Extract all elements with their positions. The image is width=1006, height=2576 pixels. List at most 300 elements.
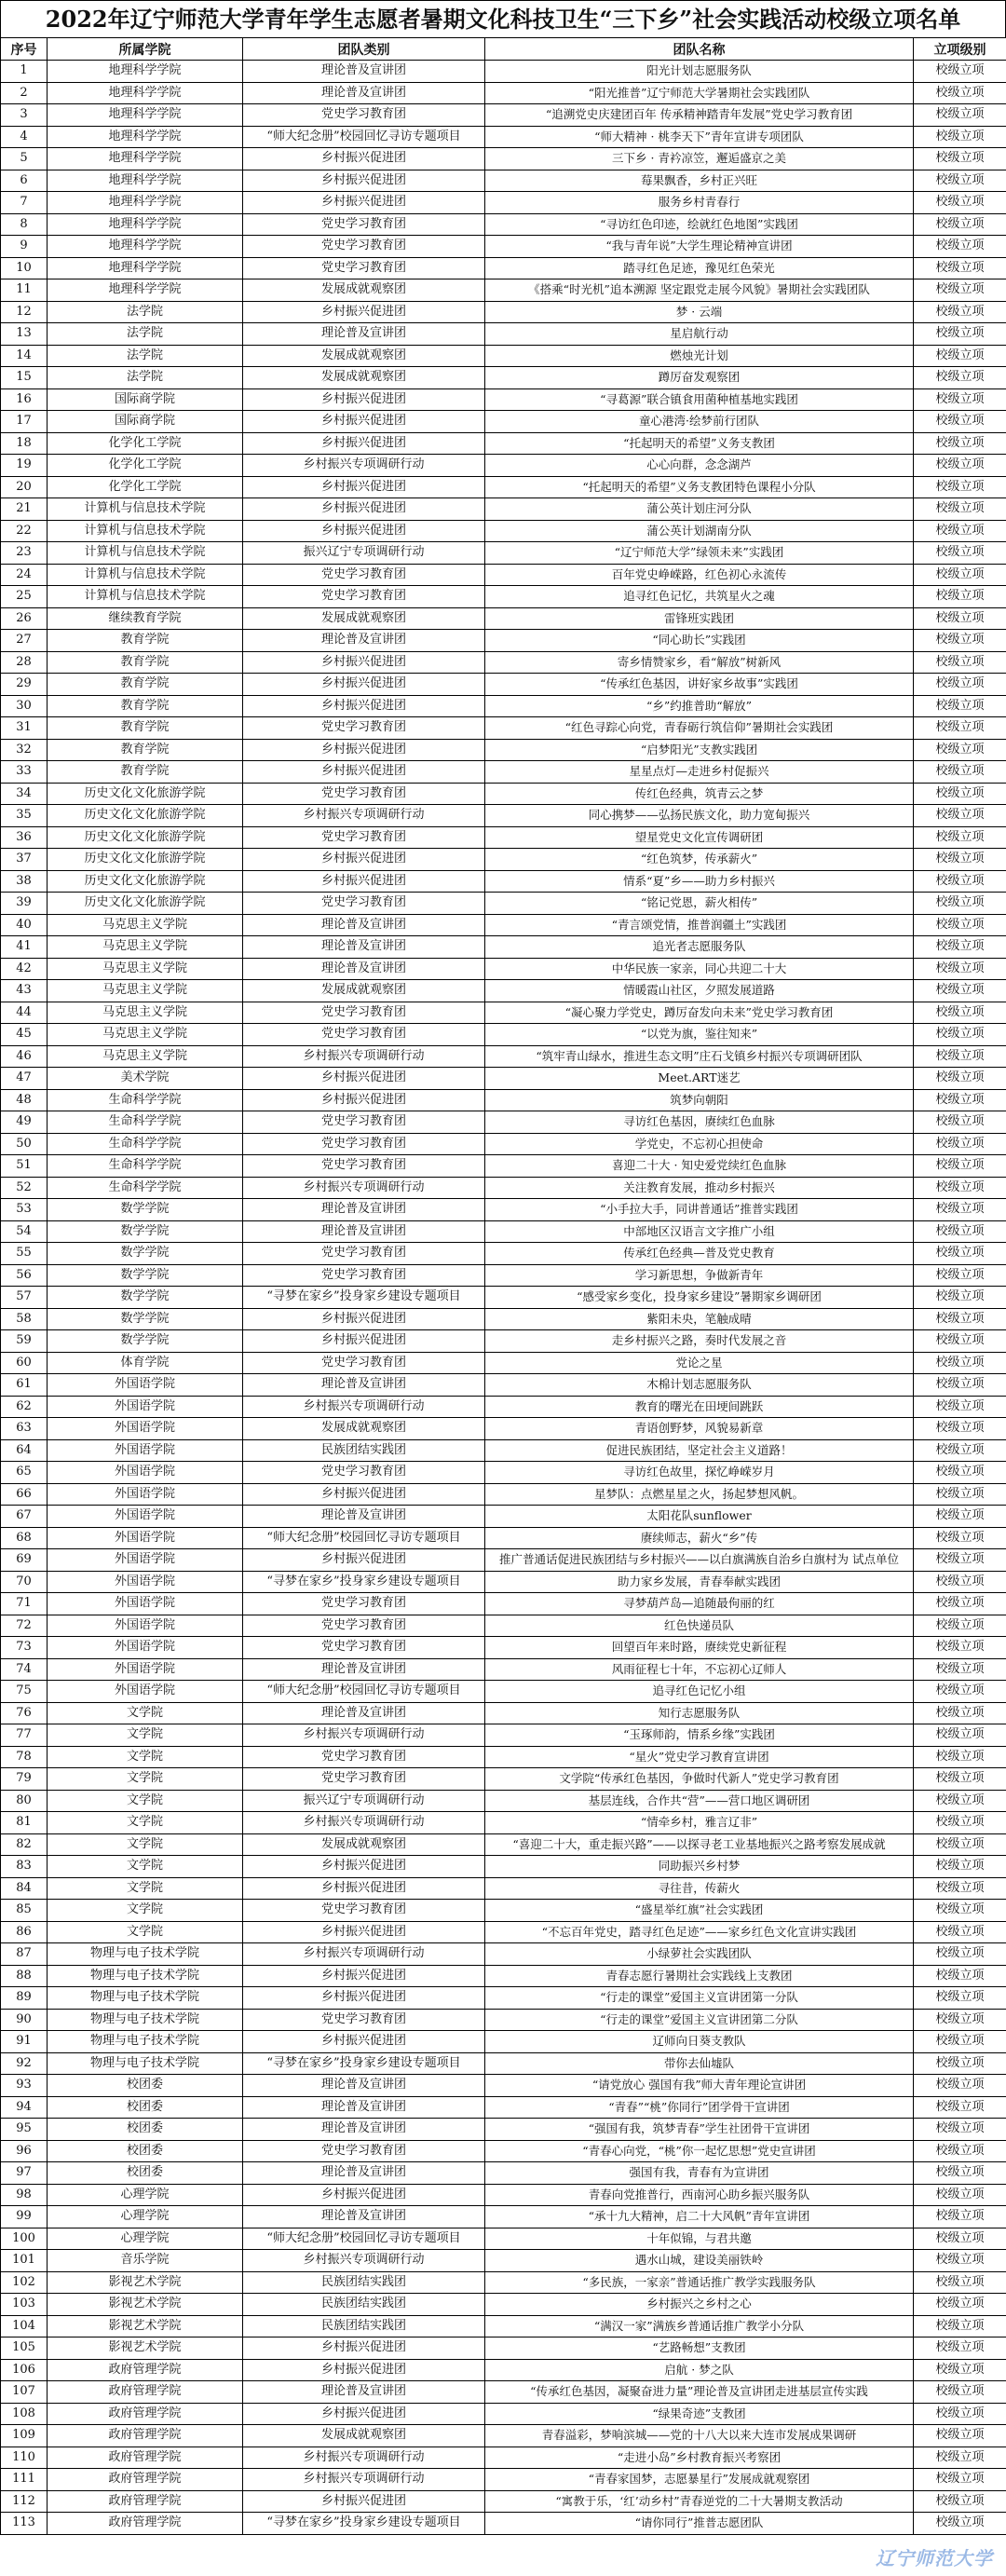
cell-index: 12 [1, 301, 48, 323]
cell-index: 71 [1, 1593, 48, 1615]
cell-level: 校级立项 [914, 192, 1006, 214]
cell-team-name: 燃烛光计划 [485, 345, 914, 367]
cell-team-name: “青春心向党，“桃”你一起忆思想”党史宣讲团 [485, 2140, 914, 2162]
cell-index: 63 [1, 1418, 48, 1440]
cell-team-name: 星星点灯—走进乡村促振兴 [485, 761, 914, 784]
table-row [1, 1155, 1006, 1178]
cell-college: 继续教育学院 [48, 607, 243, 630]
cell-team-name: “行走的课堂”爱国主义宣讲团第二分队 [485, 2009, 914, 2031]
cell-level: 校级立项 [914, 2162, 1006, 2185]
cell-index: 84 [1, 1877, 48, 1900]
cell-index: 92 [1, 2052, 48, 2075]
cell-team-type: 乡村振兴促进团 [243, 849, 485, 871]
table-row [1, 2469, 1006, 2491]
cell-level: 校级立项 [914, 2119, 1006, 2141]
cell-level: 校级立项 [914, 1133, 1006, 1155]
table-row [1, 1681, 1006, 1703]
cell-college: 文学院 [48, 1921, 243, 1943]
cell-team-type: 乡村振兴促进团 [243, 388, 485, 411]
cell-college: 文学院 [48, 1702, 243, 1724]
cell-index: 56 [1, 1264, 48, 1287]
cell-college: 数学学院 [48, 1220, 243, 1243]
cell-index: 18 [1, 432, 48, 455]
cell-index: 58 [1, 1308, 48, 1330]
cell-index: 37 [1, 849, 48, 871]
cell-level: 校级立项 [914, 849, 1006, 871]
cell-college: 教育学院 [48, 674, 243, 696]
cell-level: 校级立项 [914, 870, 1006, 893]
cell-team-name: 百年党史峥嵘路，红色初心永流传 [485, 564, 914, 586]
cell-college: 历史文化文化旅游学院 [48, 893, 243, 915]
cell-college: 美术学院 [48, 1068, 243, 1090]
table-row [1, 1308, 1006, 1330]
cell-team-name: 青春溢彩，梦响滨城——党的十八大以来大连市发展成果调研 [485, 2425, 914, 2447]
cell-team-type: 发展成就观察团 [243, 367, 485, 389]
cell-team-name: 蹲厉奋发观察团 [485, 367, 914, 389]
cell-team-name: 关注教育发展，推动乡村振兴 [485, 1177, 914, 1199]
cell-team-type: “寻梦在家乡”投身家乡建设专题项目 [243, 2052, 485, 2075]
cell-college: 影视艺术学院 [48, 2294, 243, 2316]
table-row [1, 2184, 1006, 2206]
table-row [1, 849, 1006, 871]
cell-level: 校级立项 [914, 2403, 1006, 2425]
cell-level: 校级立项 [914, 2513, 1006, 2535]
cell-team-type: 乡村振兴促进团 [243, 498, 485, 521]
cell-team-type: 理论普及宣讲团 [243, 2381, 485, 2404]
cell-college: 马克思主义学院 [48, 1045, 243, 1068]
table-row [1, 958, 1006, 980]
cell-team-name: 三下乡 · 青衿凉笠，邂逅盛京之美 [485, 148, 914, 170]
table-row [1, 2381, 1006, 2404]
cell-college: 物理与电子技术学院 [48, 1987, 243, 2010]
cell-index: 60 [1, 1352, 48, 1374]
cell-level: 校级立项 [914, 388, 1006, 411]
cell-index: 46 [1, 1045, 48, 1068]
cell-college: 生命科学学院 [48, 1155, 243, 1178]
cell-college: 法学院 [48, 323, 243, 346]
cell-college: 影视艺术学院 [48, 2337, 243, 2360]
cell-team-name: “传承红色基因，凝聚奋进力量”理论普及宣讲团走进基层宣传实践 [485, 2381, 914, 2404]
cell-index: 113 [1, 2513, 48, 2535]
cell-college: 物理与电子技术学院 [48, 2031, 243, 2053]
cell-team-name: “筑牢青山绿水，推进生态文明”庄石戈镇乡村振兴专项调研团队 [485, 1045, 914, 1068]
cell-level: 校级立项 [914, 1462, 1006, 1484]
cell-level: 校级立项 [914, 2490, 1006, 2513]
cell-team-name: Meet.ART迷艺 [485, 1068, 914, 1090]
cell-index: 7 [1, 192, 48, 214]
table-row [1, 2162, 1006, 2185]
table-row [1, 1418, 1006, 1440]
cell-college: 外国语学院 [48, 1418, 243, 1440]
cell-level: 校级立项 [914, 82, 1006, 104]
table-row [1, 2228, 1006, 2250]
cell-level: 校级立项 [914, 1746, 1006, 1768]
cell-college: 生命科学学院 [48, 1133, 243, 1155]
cell-college: 政府管理学院 [48, 2490, 243, 2513]
cell-index: 102 [1, 2271, 48, 2294]
cell-college: 数学学院 [48, 1308, 243, 1330]
cell-team-name: “红色寻踪心向党，青春砺行筑信仰”暑期社会实践团 [485, 717, 914, 740]
cell-index: 26 [1, 607, 48, 630]
table-row [1, 1746, 1006, 1768]
cell-level: 校级立项 [914, 2447, 1006, 2469]
table-row [1, 1615, 1006, 1637]
cell-index: 52 [1, 1177, 48, 1199]
cell-team-name: “我与青年说”大学生理论精神宣讲团 [485, 236, 914, 258]
cell-college: 音乐学院 [48, 2250, 243, 2272]
cell-team-name: 中部地区汉语言文字推广小组 [485, 1220, 914, 1243]
cell-level: 校级立项 [914, 1111, 1006, 1134]
cell-team-type: 振兴辽宁专项调研行动 [243, 542, 485, 565]
table-row [1, 1833, 1006, 1856]
cell-team-type: 乡村振兴促进团 [243, 870, 485, 893]
cell-level: 校级立项 [914, 432, 1006, 455]
cell-index: 35 [1, 805, 48, 827]
cell-team-name: “强国有我，筑梦青春”学生社团骨干宣讲团 [485, 2119, 914, 2141]
cell-college: 地理科学学院 [48, 82, 243, 104]
cell-index: 13 [1, 323, 48, 346]
cell-college: 文学院 [48, 1812, 243, 1834]
cell-team-type: 党史学习教育团 [243, 1593, 485, 1615]
cell-index: 106 [1, 2359, 48, 2381]
cell-college: 校团委 [48, 2140, 243, 2162]
cell-team-type: 乡村振兴专项调研行动 [243, 1724, 485, 1747]
cell-team-type: 乡村振兴专项调研行动 [243, 2447, 485, 2469]
table-row [1, 82, 1006, 104]
cell-index: 110 [1, 2447, 48, 2469]
cell-team-name: “行走的课堂”爱国主义宣讲团第一分队 [485, 1987, 914, 2010]
table-row [1, 1856, 1006, 1878]
table-row [1, 411, 1006, 433]
cell-team-type: 乡村振兴专项调研行动 [243, 2469, 485, 2491]
cell-level: 校级立项 [914, 1068, 1006, 1090]
cell-level: 校级立项 [914, 2228, 1006, 2250]
cell-index: 47 [1, 1068, 48, 1090]
cell-college: 马克思主义学院 [48, 936, 243, 959]
cell-team-type: 理论普及宣讲团 [243, 2162, 485, 2185]
cell-index: 55 [1, 1243, 48, 1265]
cell-team-type: 理论普及宣讲团 [243, 1199, 485, 1221]
cell-team-type: 乡村振兴专项调研行动 [243, 1812, 485, 1834]
table-row [1, 148, 1006, 170]
table-row [1, 476, 1006, 498]
cell-college: 外国语学院 [48, 1439, 243, 1462]
cell-team-name: 紫阳未央，笔触成晴 [485, 1308, 914, 1330]
table-row [1, 630, 1006, 652]
cell-level: 校级立项 [914, 1724, 1006, 1747]
cell-team-name: “满汉一家”满族乡普通话推广教学小分队 [485, 2315, 914, 2337]
table-row [1, 761, 1006, 784]
cell-level: 校级立项 [914, 586, 1006, 608]
cell-team-name: 知行志愿服务队 [485, 1702, 914, 1724]
cell-level: 校级立项 [914, 1264, 1006, 1287]
table-row [1, 1812, 1006, 1834]
cell-team-type: 乡村振兴促进团 [243, 2184, 485, 2206]
cell-team-name: 启航 · 梦之队 [485, 2359, 914, 2381]
cell-team-name: 星梦队：点燃星星之火，扬起梦想风帆。 [485, 1483, 914, 1506]
cell-level: 校级立项 [914, 345, 1006, 367]
table-row [1, 1287, 1006, 1309]
cell-college: 政府管理学院 [48, 2447, 243, 2469]
cell-team-type: 乡村振兴促进团 [243, 2490, 485, 2513]
table-row [1, 1396, 1006, 1418]
cell-level: 校级立项 [914, 236, 1006, 258]
cell-college: 外国语学院 [48, 1374, 243, 1397]
table-row [1, 126, 1006, 148]
cell-team-type: 党史学习教育团 [243, 1900, 485, 1922]
cell-index: 24 [1, 564, 48, 586]
cell-team-name: “铭记党恩，薪火相传” [485, 893, 914, 915]
cell-college: 计算机与信息技术学院 [48, 498, 243, 521]
cell-index: 61 [1, 1374, 48, 1397]
cell-team-type: 乡村振兴促进团 [243, 739, 485, 761]
table-row [1, 1571, 1006, 1593]
cell-level: 校级立项 [914, 980, 1006, 1002]
cell-level: 校级立项 [914, 2250, 1006, 2272]
cell-team-name: 雷锋班实践团 [485, 607, 914, 630]
table-row [1, 1374, 1006, 1397]
cell-index: 66 [1, 1483, 48, 1506]
table-row [1, 1439, 1006, 1462]
cell-team-name: 追寻红色记忆小组 [485, 1681, 914, 1703]
cell-index: 64 [1, 1439, 48, 1462]
cell-team-type: 理论普及宣讲团 [243, 1506, 485, 1528]
cell-team-type: 振兴辽宁专项调研行动 [243, 1790, 485, 1812]
table-row [1, 1921, 1006, 1943]
cell-level: 校级立项 [914, 2381, 1006, 2404]
cell-index: 80 [1, 1790, 48, 1812]
cell-level: 校级立项 [914, 1637, 1006, 1659]
cell-level: 校级立项 [914, 1374, 1006, 1397]
cell-level: 校级立项 [914, 148, 1006, 170]
cell-team-name: 青春志愿行暑期社会实践线上支教团 [485, 1965, 914, 1987]
cell-team-name: 文学院“传承红色基因，争做时代新人”党史学习教育团 [485, 1768, 914, 1791]
table-row [1, 323, 1006, 346]
cell-college: 外国语学院 [48, 1637, 243, 1659]
cell-team-type: 理论普及宣讲团 [243, 2206, 485, 2228]
table-row [1, 367, 1006, 389]
cell-college: 地理科学学院 [48, 279, 243, 302]
table-row [1, 1243, 1006, 1265]
cell-college: 历史文化文化旅游学院 [48, 849, 243, 871]
table-row [1, 2359, 1006, 2381]
cell-college: 化学化工学院 [48, 455, 243, 477]
cell-team-name: “走进小岛”乡村教育振兴考察团 [485, 2447, 914, 2469]
cell-index: 23 [1, 542, 48, 565]
cell-team-type: 党史学习教育团 [243, 826, 485, 849]
cell-team-type: 理论普及宣讲团 [243, 323, 485, 346]
cell-index: 10 [1, 257, 48, 279]
cell-team-type: 党史学习教育团 [243, 1264, 485, 1287]
table-row [1, 607, 1006, 630]
cell-level: 校级立项 [914, 739, 1006, 761]
cell-level: 校级立项 [914, 1856, 1006, 1878]
cell-team-name: “承十九大精神，启二十大风帆”青年宣讲团 [485, 2206, 914, 2228]
table-row [1, 2031, 1006, 2053]
cell-college: 生命科学学院 [48, 1111, 243, 1134]
cell-team-name: 带你去仙墟队 [485, 2052, 914, 2075]
cell-level: 校级立项 [914, 279, 1006, 302]
header-college: 所属学院 [48, 38, 243, 61]
table-row [1, 104, 1006, 127]
cell-team-type: 党史学习教育团 [243, 213, 485, 236]
cell-team-type: 民族团结实践团 [243, 1439, 485, 1462]
cell-team-name: 乡村振兴之乡村之心 [485, 2294, 914, 2316]
cell-index: 75 [1, 1681, 48, 1703]
cell-college: 外国语学院 [48, 1615, 243, 1637]
cell-team-name: “青言颂党情，推普润疆土”实践团 [485, 914, 914, 936]
cell-team-type: 乡村振兴专项调研行动 [243, 1396, 485, 1418]
table-row [1, 1527, 1006, 1549]
cell-college: 教育学院 [48, 717, 243, 740]
cell-team-type: 理论普及宣讲团 [243, 914, 485, 936]
table-row [1, 279, 1006, 302]
cell-college: 历史文化文化旅游学院 [48, 826, 243, 849]
cell-index: 82 [1, 1833, 48, 1856]
cell-team-name: 梦 · 云端 [485, 301, 914, 323]
cell-team-name: 青语创野梦，风貌易新章 [485, 1418, 914, 1440]
cell-college: 地理科学学院 [48, 148, 243, 170]
table-row [1, 61, 1006, 83]
cell-level: 校级立项 [914, 761, 1006, 784]
cell-team-type: 乡村振兴促进团 [243, 432, 485, 455]
cell-team-name: 情系“夏”乡——助力乡村振兴 [485, 870, 914, 893]
cell-college: 物理与电子技术学院 [48, 2052, 243, 2075]
cell-team-name: “请你同行”推普志愿团队 [485, 2513, 914, 2535]
cell-team-name: 赓续师志，薪火“乡”传 [485, 1527, 914, 1549]
table-row [1, 2447, 1006, 2469]
cell-level: 校级立项 [914, 783, 1006, 805]
header-level: 立项级别 [914, 38, 1006, 61]
table-row [1, 2425, 1006, 2447]
table-row [1, 1877, 1006, 1900]
cell-team-name: “追溯党史庆建团百年 传承精神踏青年发展”党史学习教育团 [485, 104, 914, 127]
cell-college: 化学化工学院 [48, 476, 243, 498]
cell-index: 65 [1, 1462, 48, 1484]
cell-index: 44 [1, 1002, 48, 1024]
cell-college: 文学院 [48, 1877, 243, 1900]
table-row [1, 236, 1006, 258]
cell-team-type: 乡村振兴专项调研行动 [243, 455, 485, 477]
cell-team-name: 莓果飘香，乡村正兴旺 [485, 170, 914, 192]
cell-college: 地理科学学院 [48, 236, 243, 258]
cell-level: 校级立项 [914, 126, 1006, 148]
header-index: 序号 [1, 38, 48, 61]
cell-college: 马克思主义学院 [48, 1024, 243, 1046]
table-row [1, 2271, 1006, 2294]
cell-team-name: 回望百年来时路，赓续党史新征程 [485, 1637, 914, 1659]
cell-team-type: 民族团结实践团 [243, 2294, 485, 2316]
cell-team-type: 发展成就观察团 [243, 607, 485, 630]
table-row [1, 826, 1006, 849]
table-row [1, 1506, 1006, 1528]
cell-team-name: “辽宁师范大学”绿领未来”实践团 [485, 542, 914, 565]
cell-college: 数学学院 [48, 1243, 243, 1265]
table-row [1, 1352, 1006, 1374]
cell-index: 59 [1, 1330, 48, 1353]
table-row [1, 805, 1006, 827]
cell-index: 62 [1, 1396, 48, 1418]
cell-college: 心理学院 [48, 2206, 243, 2228]
cell-team-type: 发展成就观察团 [243, 1833, 485, 1856]
cell-level: 校级立项 [914, 1615, 1006, 1637]
cell-team-type: 党史学习教育团 [243, 1111, 485, 1134]
cell-college: 教育学院 [48, 630, 243, 652]
cell-team-name: “同心助长”实践团 [485, 630, 914, 652]
table-row [1, 695, 1006, 717]
cell-college: 地理科学学院 [48, 126, 243, 148]
cell-index: 94 [1, 2096, 48, 2119]
cell-index: 105 [1, 2337, 48, 2360]
cell-level: 校级立项 [914, 301, 1006, 323]
cell-index: 81 [1, 1812, 48, 1834]
cell-index: 30 [1, 695, 48, 717]
cell-team-name: “以党为旗，鉴往知来” [485, 1024, 914, 1046]
cell-level: 校级立项 [914, 455, 1006, 477]
cell-level: 校级立项 [914, 2075, 1006, 2097]
cell-team-type: 乡村振兴促进团 [243, 674, 485, 696]
cell-team-type: 党史学习教育团 [243, 1637, 485, 1659]
cell-team-type: 乡村振兴促进团 [243, 192, 485, 214]
cell-team-type: 乡村振兴促进团 [243, 1330, 485, 1353]
cell-index: 4 [1, 126, 48, 148]
table-row [1, 1768, 1006, 1791]
cell-college: 历史文化文化旅游学院 [48, 805, 243, 827]
cell-team-name: 望星党史文化宣传调研团 [485, 826, 914, 849]
cell-team-name: 寻梦葫芦岛—追随最佝丽的红 [485, 1593, 914, 1615]
cell-level: 校级立项 [914, 564, 1006, 586]
cell-team-name: 同助振兴乡村梦 [485, 1856, 914, 1878]
cell-index: 16 [1, 388, 48, 411]
cell-index: 101 [1, 2250, 48, 2272]
cell-team-type: 理论普及宣讲团 [243, 61, 485, 83]
table-row [1, 1111, 1006, 1134]
table-row [1, 717, 1006, 740]
project-table [0, 37, 1006, 2535]
cell-team-type: 乡村振兴专项调研行动 [243, 2250, 485, 2272]
cell-level: 校级立项 [914, 1308, 1006, 1330]
table-row [1, 2403, 1006, 2425]
cell-college: 数学学院 [48, 1330, 243, 1353]
table-row [1, 1133, 1006, 1155]
cell-college: 文学院 [48, 1900, 243, 1922]
cell-level: 校级立项 [914, 630, 1006, 652]
cell-level: 校级立项 [914, 1921, 1006, 1943]
cell-college: 外国语学院 [48, 1549, 243, 1572]
cell-index: 100 [1, 2228, 48, 2250]
header-team-type: 团队类别 [243, 38, 485, 61]
cell-index: 3 [1, 104, 48, 127]
cell-team-name: “盛星举红旗”社会实践团 [485, 1900, 914, 1922]
cell-team-name: 心心向群，念念湖芦 [485, 455, 914, 477]
cell-college: 文学院 [48, 1746, 243, 1768]
cell-team-type: 党史学习教育团 [243, 1155, 485, 1178]
cell-level: 校级立项 [914, 607, 1006, 630]
cell-level: 校级立项 [914, 1900, 1006, 1922]
cell-level: 校级立项 [914, 1220, 1006, 1243]
cell-level: 校级立项 [914, 1243, 1006, 1265]
cell-index: 48 [1, 1089, 48, 1111]
cell-college: 外国语学院 [48, 1462, 243, 1484]
cell-level: 校级立项 [914, 1790, 1006, 1812]
cell-team-name: 小绿萝社会实践团队 [485, 1943, 914, 1966]
cell-team-type: 理论普及宣讲团 [243, 2096, 485, 2119]
cell-index: 21 [1, 498, 48, 521]
cell-level: 校级立项 [914, 2206, 1006, 2228]
table-row [1, 1024, 1006, 1046]
cell-team-type: 发展成就观察团 [243, 279, 485, 302]
cell-team-name: 寻往昔，传薪火 [485, 1877, 914, 1900]
